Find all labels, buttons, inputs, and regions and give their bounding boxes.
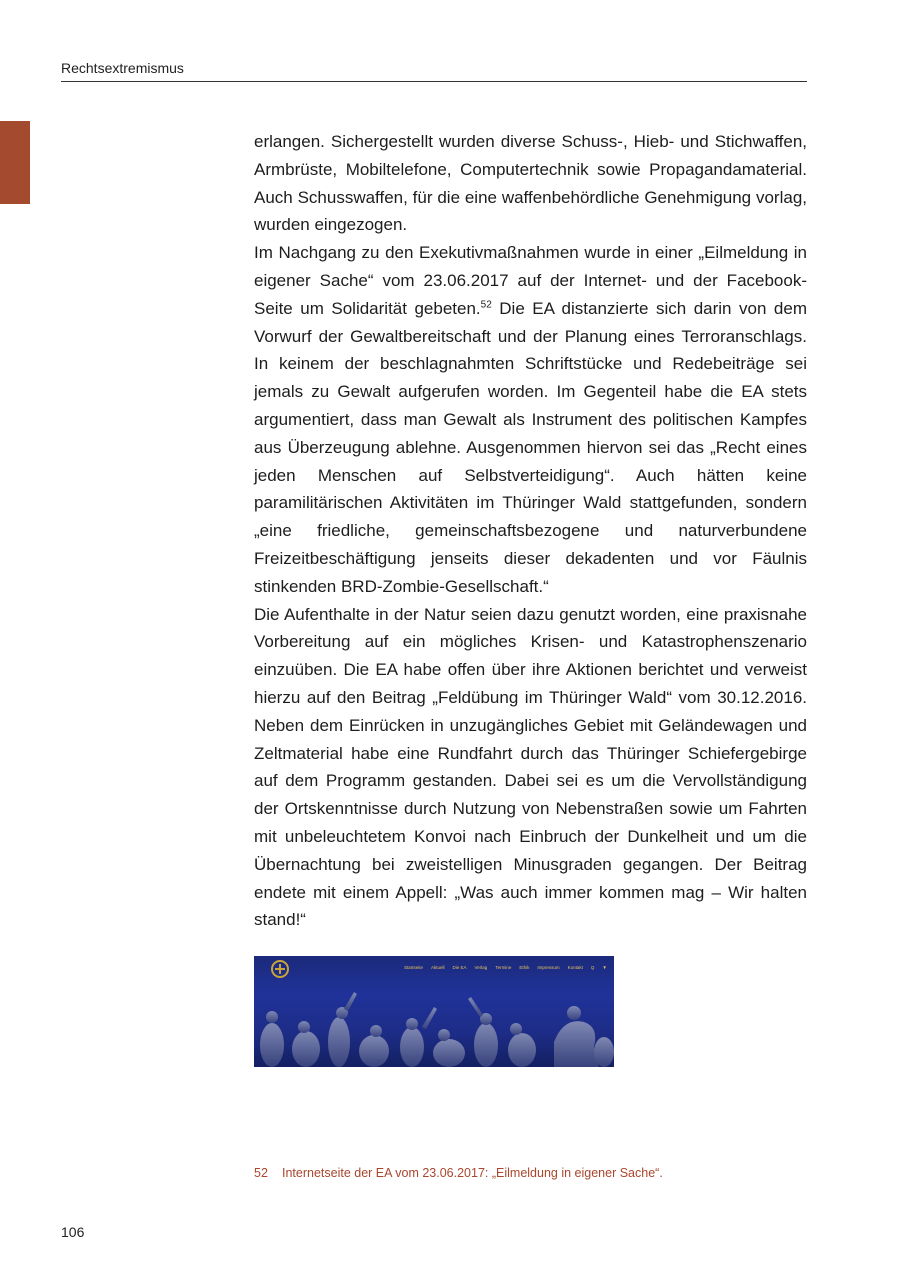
figure-nav-item: Die EA <box>452 965 467 970</box>
footnote-reference[interactable]: 52 <box>480 299 492 311</box>
dropdown-icon: ▼ <box>602 965 607 970</box>
header-divider <box>61 81 807 82</box>
figure-nav-item: Impressum <box>537 965 560 970</box>
figure-nav-item: Verlag <box>474 965 488 970</box>
running-title: Rechtsextremismus <box>61 60 184 76</box>
paragraph-2-text: Im Nachgang zu den Exekutivmaßnahmen wurde in einer „Eilmeldung in eigener Sache“ vom 23.06.2017 auf der Internet- und der Facebook-Seite um Solidarität gebeten. <box>254 243 807 318</box>
page-number: 106 <box>61 1224 85 1240</box>
figure-nav-item: Aktuell <box>431 965 445 970</box>
website-screenshot-figure <box>254 956 614 1067</box>
paragraph-1: erlangen. Sichergestellt wurden diverse Schuss-, Hieb- und Stichwaffen, Armbrüste, Mobiltelefone, Computertechnik sowie Propagandamaterial. Auch Schusswaffen, für die eine waffenbehördliche Genehmigung vorlag, wurden eingezogen. <box>254 132 807 235</box>
sculpture-figures-image <box>254 987 614 1067</box>
figure-nav-bar <box>254 956 614 982</box>
footnote-text: Internetseite der EA vom 23.06.2017: „Eilmeldung in eigener Sache“. <box>282 1166 663 1180</box>
paragraph-2-continued: Die EA distanzierte sich darin von dem Vorwurf der Gewaltbereitschaft und der Planung eines Terroranschlags. In keinem der beschlagnahmten Schriftstücke und Redebeiträge sei jemals zu Gewalt aufgerufen worden. Im Gegenteil habe die EA stets argumentiert, dass man Gewalt als Instrument des politischen Kampfes aus Überzeugung ablehne. Ausgenommen hiervon sei das „Recht eines jeden Menschen auf Selbstverteidigung“. Auch hätten keine paramilitärischen Aktivitäten im Thüringer Wald stattgefunden, sondern „eine friedliche, gemeinschaftsbezogene und naturverbundene Freizeitbeschäftigung jenseits dieser dekadenten und vor Fäulnis stinkenden BRD-Zombie-Gesellschaft.“ <box>254 298 807 596</box>
chapter-tab-marker <box>0 121 30 204</box>
figure-nav-menu <box>404 965 607 970</box>
cross-emblem-icon <box>271 960 289 978</box>
search-icon: Q <box>590 965 595 970</box>
footnote-number: 52 <box>254 1166 268 1180</box>
figure-nav-item: Kontakt <box>567 965 583 970</box>
paragraph-2 <box>254 239 807 600</box>
footnote <box>254 1166 663 1180</box>
paragraph-3: Die Aufenthalte in der Natur seien dazu genutzt worden, eine praxisnahe Vorbereitung auf ein mögliches Krisen- und Katastrophenszenario einzuüben. Die EA habe offen über ihre Aktionen berichtet und verweist hierzu auf den Beitrag „Feldübung im Thüringer Wald“ vom 30.12.2016. Neben dem Einrücken in unzugängliches Gebiet mit Geländewagen und Zeltmaterial habe eine Rundfahrt durch das Thüringer Schiefergebirge auf dem Programm gestanden. Dabei sei es um die Vervollständigung der Ortskenntnisse durch Nutzung von Nebenstraßen sowie um Fahrten mit unbeleuchtetem Konvoi nach Einbruch der Dunkelheit und um die Übernachtung bei zweistelligen Minusgraden gegangen. Der Beitrag endete mit einem Appell: „Was auch immer kommen mag – Wir halten stand!“ <box>254 604 807 930</box>
figure-nav-item: Startseite <box>404 965 424 970</box>
figure-nav-item: Ethik <box>519 965 530 970</box>
body-text <box>254 128 807 934</box>
figure-nav-item: Termine <box>495 965 512 970</box>
